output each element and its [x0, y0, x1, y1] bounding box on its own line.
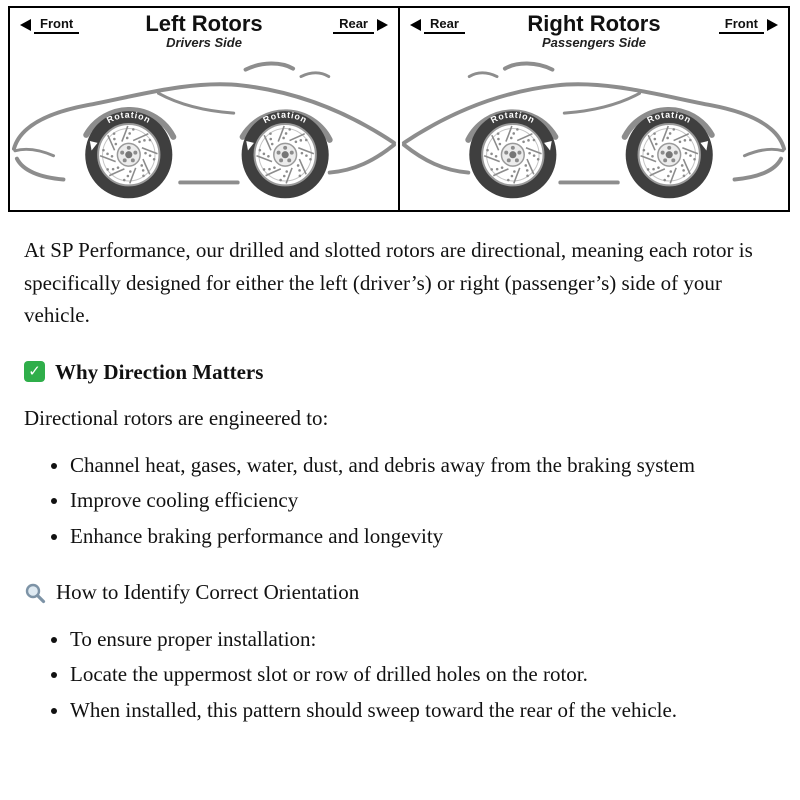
arrow-left-icon: [410, 19, 421, 31]
arrow-right-icon: [377, 19, 388, 31]
front-arrow-label: [719, 16, 778, 34]
benefits-list: [24, 449, 776, 553]
section-heading-why-direction-matters: [24, 356, 776, 389]
article-body: [0, 212, 800, 727]
list-item: • When installed, this pattern should sweep toward the rear of the vehicle.: [70, 694, 776, 727]
front-label: Front: [34, 16, 79, 34]
svg-text:Rotation: Rotation: [489, 109, 537, 126]
magnifier-icon: [24, 582, 46, 604]
front-label: Front: [719, 16, 764, 34]
section-heading-identify-orientation: [24, 576, 776, 609]
right-rotors-panel: [398, 6, 790, 212]
lead-sentence: Directional rotors are engineered to:: [24, 406, 329, 431]
right-car-illustration: [400, 52, 788, 204]
list-item: • To ensure proper installation:: [70, 623, 776, 656]
list-item: • Enhance braking performance and longevity: [70, 520, 776, 553]
panel-title: Left Rotors: [145, 11, 263, 36]
left-rotors-panel: [8, 6, 400, 212]
panel-subtitle: Drivers Side: [166, 35, 242, 51]
rotor-direction-diagram: [8, 6, 792, 212]
rear-label: Rear: [424, 16, 465, 34]
arrow-right-icon: [767, 19, 778, 31]
left-car-illustration: [10, 52, 398, 204]
panel-title: Right Rotors: [527, 11, 661, 36]
list-item: • Locate the uppermost slot or row of drilled holes on the rotor.: [70, 658, 776, 691]
intro-paragraph: At SP Performance, our drilled and slotted rotors are directional, meaning each rotor is specifically designed for either the left (driver’s) or right (passenger’s) side of your vehicle.: [24, 238, 753, 328]
section-heading-text: Why Direction Matters: [55, 359, 264, 384]
front-arrow-label: [20, 16, 79, 34]
panel-subtitle: Passengers Side: [541, 35, 647, 51]
list-item: • Channel heat, gases, water, dust, and debris away from the braking system: [70, 449, 776, 482]
rear-arrow-label: [410, 16, 465, 34]
rear-label: Rear: [333, 16, 374, 34]
arrow-left-icon: [20, 19, 31, 31]
list-item: • Improve cooling efficiency: [70, 484, 776, 517]
check-icon: ✓: [24, 361, 45, 382]
svg-text:Rotation: Rotation: [261, 109, 310, 126]
rear-arrow-label: [333, 16, 388, 34]
section-heading-text: How to Identify Correct Orientation: [56, 580, 360, 605]
orientation-list: [24, 623, 776, 727]
svg-text:Rotation: Rotation: [104, 109, 153, 126]
svg-text:Rotation: Rotation: [645, 109, 694, 126]
